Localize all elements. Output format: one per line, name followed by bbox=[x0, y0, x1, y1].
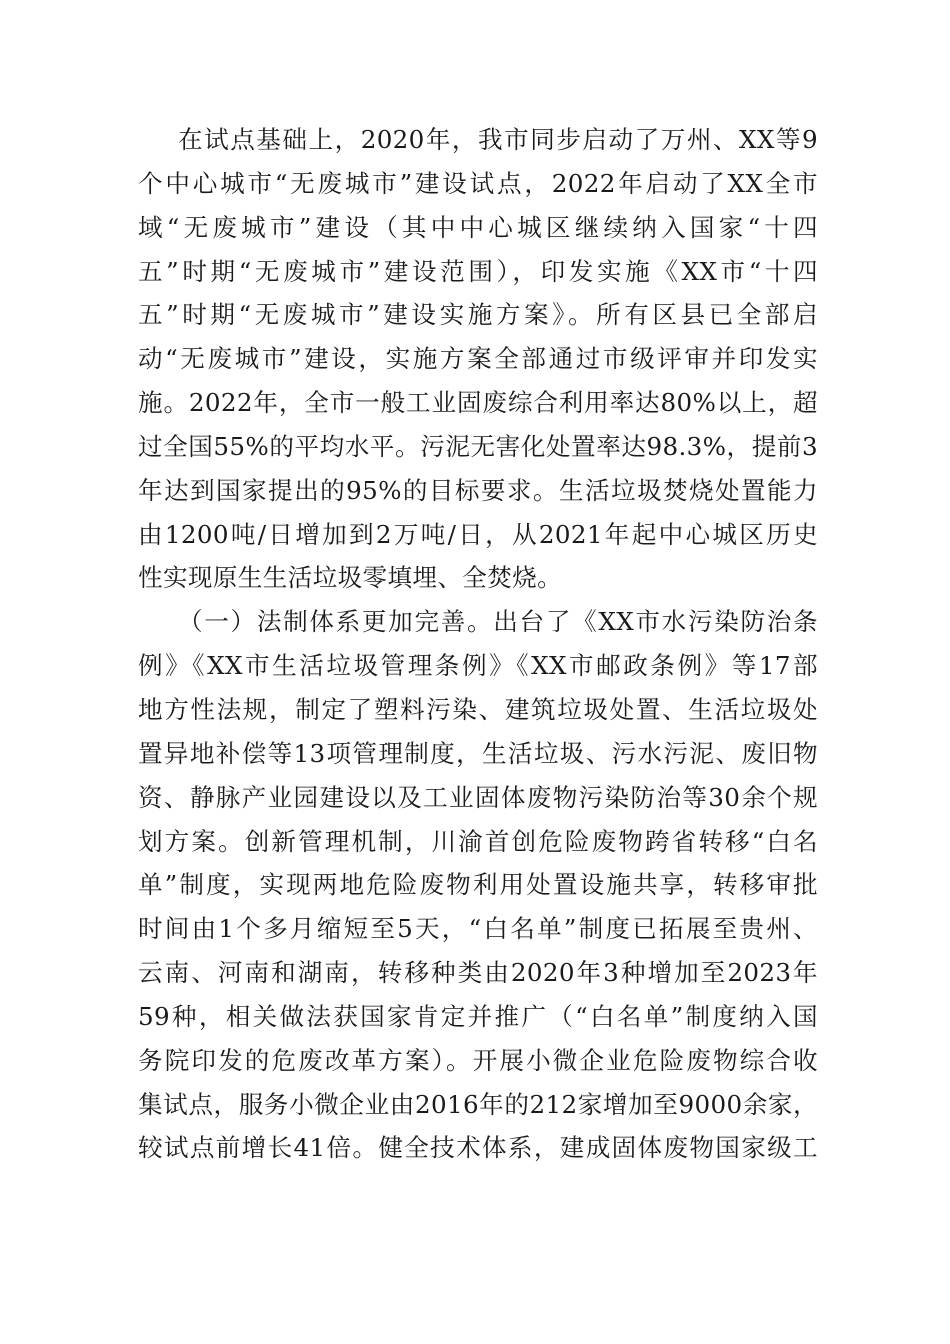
paragraph-line: 云南、河南和湖南，转移种类由2020年3种增加至2023年 bbox=[138, 958, 818, 988]
paragraph-line: 置异地补偿等13项管理制度，生活垃圾、污水污泥、废旧物 bbox=[138, 738, 818, 768]
paragraph-line: 集试点，服务小微企业由2016年的212家增加至9000余家， bbox=[138, 1089, 818, 1119]
paragraph-line: 划方案。创新管理机制，川渝首创危险废物跨省转移“白名 bbox=[138, 826, 818, 856]
paragraph-line: 例》《XX市生活垃圾管理条例》《XX市邮政条例》等17部 bbox=[138, 651, 818, 681]
paragraph-line: 动“无废城市”建设，实施方案全部通过市级评审并印发实 bbox=[138, 344, 818, 374]
paragraph-line: 在试点基础上，2020年，我市同步启动了万州、XX等9 bbox=[178, 125, 818, 154]
paragraph-line: 年达到国家提出的95%的目标要求。生活垃圾焚烧处置能力 bbox=[138, 475, 818, 505]
paragraph-line: 地方性法规，制定了塑料污染、建筑垃圾处置、生活垃圾处 bbox=[138, 694, 818, 724]
paragraph-line: （一）法制体系更加完善。出台了《XX市水污染防治条 bbox=[178, 607, 818, 637]
paragraph-intro bbox=[138, 118, 818, 600]
paragraph-line: 单”制度，实现两地危险废物利用处置设施共享，转移审批 bbox=[138, 870, 818, 900]
paragraph-line: 资、静脉产业园建设以及工业固体废物污染防治等30余个规 bbox=[138, 782, 818, 812]
paragraph-line: 施。2022年，全市一般工业固废综合利用率达80%以上，超 bbox=[138, 388, 818, 418]
paragraph-line: 五”时期“无废城市”建设范围），印发实施《XX市“十四 bbox=[138, 256, 818, 286]
document-body bbox=[138, 118, 818, 1170]
paragraph-line: 较试点前增长41倍。健全技术体系，建成固体废物国家级工 bbox=[138, 1133, 818, 1163]
paragraph-line: 由1200吨/日增加到2万吨/日，从2021年起中心城区历史 bbox=[138, 519, 818, 549]
paragraph-line: 性实现原生生活垃圾零填埋、全焚烧。 bbox=[138, 563, 563, 593]
paragraph-line: 时间由1个多月缩短至5天，“白名单”制度已拓展至贵州、 bbox=[138, 914, 818, 944]
paragraph-legal-system bbox=[138, 600, 818, 1170]
paragraph-line: 个中心城市“无废城市”建设试点，2022年启动了XX全市 bbox=[138, 168, 818, 198]
paragraph-line: 59种，相关做法获国家肯定并推广（“白名单”制度纳入国 bbox=[138, 1001, 818, 1031]
paragraph-line: 过全国55%的平均水平。污泥无害化处置率达98.3%，提前3 bbox=[138, 431, 818, 461]
paragraph-line: 域“无废城市”建设（其中中心城区继续纳入国家“十四 bbox=[138, 212, 818, 242]
paragraph-line: 五”时期“无废城市”建设实施方案》。所有区县已全部启 bbox=[138, 300, 818, 330]
paragraph-line: 务院印发的危废改革方案）。开展小微企业危险废物综合收 bbox=[138, 1045, 818, 1075]
